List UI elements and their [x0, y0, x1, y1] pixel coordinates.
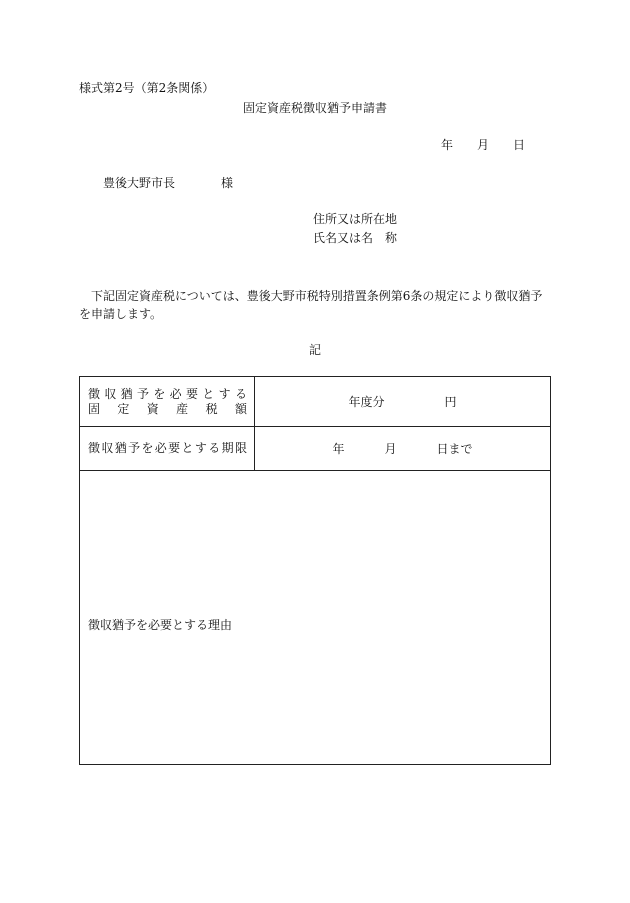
recipient-honorific: 様 [221, 176, 234, 190]
date-month: 月 [477, 138, 490, 152]
deadline-label: 徴 収 猶 予 を 必 要 と す る 期 限 [88, 441, 247, 455]
reason-cell[interactable] [80, 471, 551, 765]
date-day: 日 [513, 138, 526, 152]
table-row-deadline [80, 427, 551, 471]
amount-label-line2: 固 定 資 産 税 額 [88, 401, 247, 416]
date-year: 年 [441, 138, 454, 152]
recipient-name: 豊後大野市長 [103, 176, 176, 190]
deadline-year: 年 [332, 442, 345, 456]
document-title: 固定資産税徴収猶予申請書 [242, 101, 387, 115]
deadline-month: 月 [384, 442, 397, 456]
yen-label: 円 [444, 395, 457, 409]
table-row-amount [80, 377, 551, 427]
application-table [79, 376, 551, 765]
deadline-label-cell [80, 427, 255, 471]
amount-label-cell [80, 377, 255, 427]
amount-value-cell[interactable] [255, 377, 551, 427]
reason-label: 徴収猶予を必要とする理由 [88, 617, 233, 632]
recipient-line [103, 176, 233, 190]
ki-heading: 記 [308, 343, 321, 357]
name-label: 氏名又は名 称 [313, 231, 398, 245]
form-number: 様式第2号（第2条関係） [79, 81, 215, 95]
application-statement: 下記固定資産税については、豊後大野市税特別措置条例第6条の規定により徴収猶予を申請します。 [79, 289, 543, 321]
address-label: 住所又は所在地 [313, 212, 398, 226]
deadline-until: 日まで [436, 442, 473, 456]
date-line[interactable] [441, 138, 525, 152]
table-row-reason [80, 471, 551, 765]
fiscal-year-label: 年度分 [348, 395, 385, 409]
deadline-value-cell[interactable] [255, 427, 551, 471]
amount-label-line1: 徴 収 猶 予 を 必 要 と す る [88, 386, 247, 401]
